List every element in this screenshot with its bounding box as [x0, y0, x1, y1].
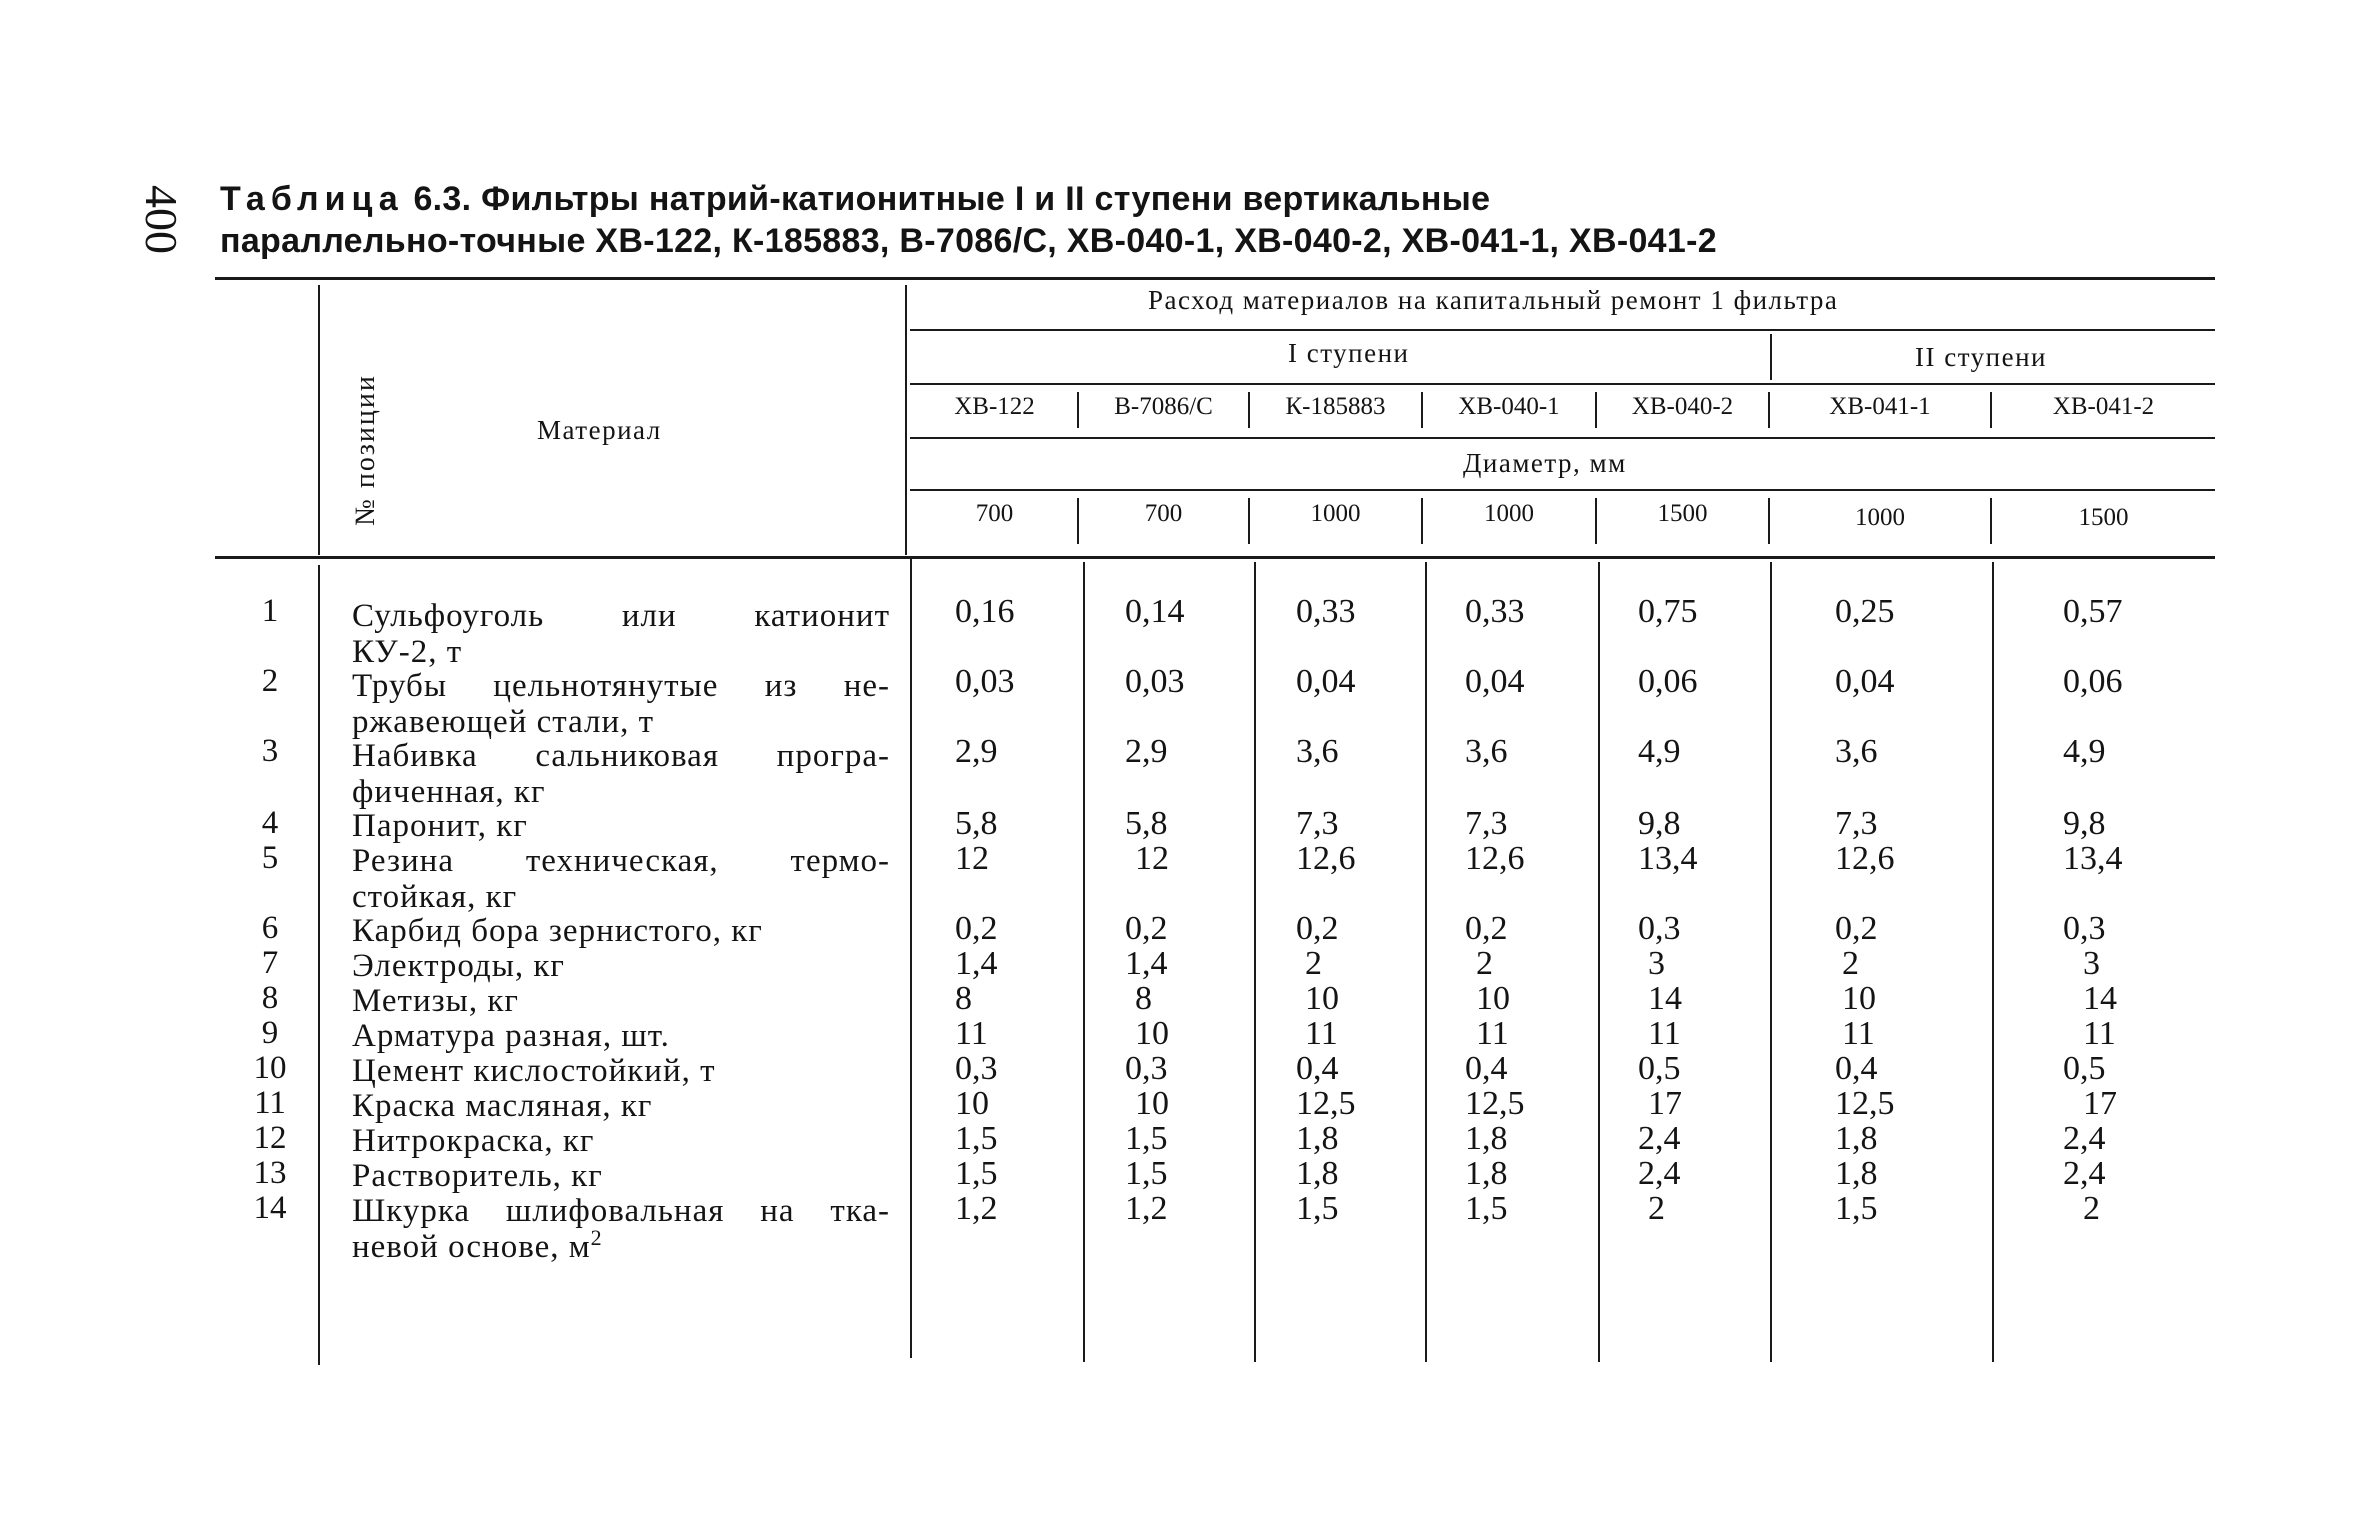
- diameter-value: 1000: [1310, 500, 1361, 527]
- material-name: [352, 983, 890, 1019]
- stage-2-header: II ступени: [1915, 342, 2047, 372]
- material-line: Набивка сальниковая програ-: [352, 738, 890, 774]
- material-line: КУ-2, т: [352, 634, 463, 670]
- position-number: 6: [261, 910, 279, 946]
- value-cell: 3: [1648, 945, 1665, 982]
- value-cell: 1,8: [1835, 1155, 1878, 1192]
- value-cell: 12,5: [1296, 1085, 1356, 1122]
- stage-1-header: I ступени: [1288, 338, 1410, 368]
- value-cell: 1,2: [955, 1190, 998, 1227]
- value-cell: 12,6: [1465, 840, 1525, 877]
- rule-under-stages: [910, 383, 2215, 385]
- position-number: 3: [261, 733, 279, 769]
- value-cell: 2: [1476, 945, 1493, 982]
- value-cell: 7,3: [1296, 805, 1339, 842]
- material-line: Карбид бора зернистого, кг: [352, 913, 763, 949]
- body-col-rule: [1425, 562, 1427, 1362]
- value-cell: 1,5: [955, 1155, 998, 1192]
- value-cell: 0,2: [1125, 910, 1168, 947]
- value-cell: 2: [1305, 945, 1322, 982]
- position-number: 10: [253, 1050, 287, 1086]
- model-name: ХВ-122: [954, 393, 1035, 420]
- col-rule-material-body: [910, 558, 912, 1358]
- value-cell: 12,5: [1465, 1085, 1525, 1122]
- material-name: [352, 948, 890, 984]
- material-line: Краска масляная, кг: [352, 1088, 653, 1124]
- value-cell: 1,8: [1465, 1120, 1508, 1157]
- value-cell: 1,5: [1125, 1155, 1168, 1192]
- diameter-value: 1000: [1484, 500, 1534, 527]
- value-cell: 9,8: [1638, 805, 1681, 842]
- material-name: [352, 913, 890, 949]
- value-cell: 2,4: [1638, 1120, 1681, 1157]
- value-cell: 11: [1305, 1015, 1338, 1052]
- rule-under-diameter-label: [910, 489, 2215, 491]
- material-line: Сульфоуголь или катионит: [352, 598, 890, 634]
- value-cell: 11: [1648, 1015, 1681, 1052]
- value-cell: 1,4: [1125, 945, 1168, 982]
- value-cell: 0,03: [1125, 663, 1185, 700]
- body-col-rule: [1083, 562, 1085, 1362]
- material-line: Резина техническая, термо-: [352, 843, 890, 879]
- col-rule-num-body: [318, 565, 320, 1365]
- model-name: ХВ-040-2: [1631, 393, 1734, 420]
- body-col-rule: [1770, 562, 1772, 1362]
- material-name: [352, 843, 890, 915]
- col-rule-material: [905, 285, 907, 555]
- value-cell: 0,2: [955, 910, 998, 947]
- header-bottom-rule: [215, 556, 2215, 559]
- rule-under-consumption: [910, 329, 2215, 331]
- value-cell: 12,6: [1296, 840, 1356, 877]
- value-cell: 5,8: [1125, 805, 1168, 842]
- value-cell: 11: [955, 1015, 988, 1052]
- value-cell: 0,4: [1835, 1050, 1878, 1087]
- position-number: 8: [261, 980, 279, 1016]
- title-line-1-text: 6.3. Фильтры натрий-катионитные I и II ступени вертикальные: [413, 180, 1491, 218]
- value-cell: 1,8: [1835, 1120, 1878, 1157]
- material-line: невой основе, $м^2$: [352, 1225, 603, 1265]
- value-cell: 1,5: [955, 1120, 998, 1157]
- value-cell: 5,8: [955, 805, 998, 842]
- diameter-value: 1500: [1657, 500, 1708, 527]
- position-number: 13: [253, 1155, 287, 1191]
- value-cell: 2: [2083, 1190, 2100, 1227]
- value-cell: 0,06: [2063, 663, 2123, 700]
- material-name: [352, 1018, 890, 1054]
- value-cell: 13,4: [1638, 840, 1698, 877]
- material-line: Шкурка шлифовальная на тка-: [352, 1193, 890, 1229]
- value-cell: 8: [1135, 980, 1152, 1017]
- value-cell: 10: [1476, 980, 1510, 1017]
- material-name: [352, 1158, 890, 1194]
- value-cell: 0,4: [1296, 1050, 1339, 1087]
- title-line-1: [220, 178, 2120, 220]
- value-cell: 0,2: [1835, 910, 1878, 947]
- value-cell: 7,3: [1465, 805, 1508, 842]
- col-rule-stage-split: [1770, 334, 1772, 380]
- position-number: 1: [261, 593, 279, 629]
- rule-under-models: [910, 437, 2215, 439]
- material-name: [352, 1088, 890, 1124]
- material-name: [352, 1193, 890, 1265]
- value-cell: 0,3: [2063, 910, 2106, 947]
- position-number: 12: [253, 1120, 287, 1156]
- value-cell: 0,4: [1465, 1050, 1508, 1087]
- material-line: стойкая, кг: [352, 879, 518, 915]
- position-number: 14: [253, 1190, 287, 1226]
- value-cell: 0,3: [1638, 910, 1681, 947]
- body-col-rule: [1598, 562, 1600, 1362]
- value-cell: 0,03: [955, 663, 1015, 700]
- material-line: Растворитель, кг: [352, 1158, 603, 1194]
- material-superscript: 2: [590, 1225, 603, 1250]
- value-cell: 0,57: [2063, 593, 2123, 630]
- value-cell: 10: [1135, 1085, 1169, 1122]
- value-cell: 1,5: [1125, 1120, 1168, 1157]
- position-number: 11: [254, 1085, 286, 1121]
- title-line-2: параллельно-точные ХВ-122, К-185883, В-7086/С, ХВ-040-1, ХВ-040-2, ХВ-041-1, ХВ-041-2: [220, 222, 1717, 260]
- value-cell: 0,3: [955, 1050, 998, 1087]
- diameter-value: 1000: [1855, 504, 1905, 531]
- position-number: 9: [261, 1015, 279, 1051]
- material-line: Арматура разная, шт.: [352, 1018, 670, 1054]
- value-cell: 2: [1842, 945, 1859, 982]
- model-name: ХВ-040-1: [1458, 393, 1560, 420]
- material-header: Материал: [537, 415, 662, 445]
- value-cell: 0,06: [1638, 663, 1698, 700]
- value-cell: 0,2: [1465, 910, 1508, 947]
- position-number-header: № позиции: [350, 374, 381, 526]
- page-number: 400: [136, 185, 187, 254]
- value-cell: 11: [1842, 1015, 1875, 1052]
- value-cell: 4,9: [2063, 733, 2106, 770]
- table-top-rule: [215, 277, 2215, 280]
- material-name: [352, 598, 890, 670]
- value-cell: 1,2: [1125, 1190, 1168, 1227]
- position-number: 2: [261, 663, 279, 699]
- value-cell: 1,8: [1296, 1155, 1339, 1192]
- position-number: 5: [261, 840, 279, 876]
- body-col-rule: [1992, 562, 1994, 1362]
- value-cell: 3,6: [1835, 733, 1878, 770]
- value-cell: 8: [955, 980, 972, 1017]
- material-line: ржавеющей стали, т: [352, 704, 655, 740]
- value-cell: 17: [1648, 1085, 1682, 1122]
- value-cell: 10: [1842, 980, 1876, 1017]
- value-cell: 1,8: [1296, 1120, 1339, 1157]
- value-cell: 11: [2083, 1015, 2116, 1052]
- material-name: [352, 668, 890, 740]
- value-cell: 10: [1135, 1015, 1169, 1052]
- value-cell: 17: [2083, 1085, 2117, 1122]
- value-cell: 7,3: [1835, 805, 1878, 842]
- value-cell: 3,6: [1296, 733, 1339, 770]
- value-cell: 4,9: [1638, 733, 1681, 770]
- material-name: [352, 1123, 890, 1159]
- material-line: Нитрокраска, кг: [352, 1123, 595, 1159]
- value-cell: 0,33: [1465, 593, 1525, 630]
- value-cell: 0,3: [1125, 1050, 1168, 1087]
- value-cell: 0,25: [1835, 593, 1895, 630]
- material-line: фиченная, кг: [352, 774, 546, 810]
- table-title: [220, 178, 2120, 262]
- value-cell: 1,5: [1465, 1190, 1508, 1227]
- value-cell: 14: [1648, 980, 1682, 1017]
- diameter-value: 1500: [2078, 504, 2129, 531]
- value-cell: 3: [2083, 945, 2100, 982]
- value-cell: 1,8: [1465, 1155, 1508, 1192]
- value-cell: 0,04: [1465, 663, 1525, 700]
- model-name: ХВ-041-2: [2052, 393, 2155, 420]
- model-name: ХВ-041-1: [1829, 393, 1931, 420]
- value-cell: 0,33: [1296, 593, 1356, 630]
- value-cell: 0,14: [1125, 593, 1185, 630]
- value-cell: 12: [1135, 840, 1169, 877]
- value-cell: 0,5: [1638, 1050, 1681, 1087]
- material-line: Трубы цельнотянутые из не-: [352, 668, 890, 704]
- value-cell: 2: [1648, 1190, 1665, 1227]
- position-number: 7: [261, 945, 279, 981]
- position-number: 4: [261, 805, 279, 841]
- material-line: Цемент кислостойкий, т: [352, 1053, 716, 1089]
- value-cell: 2,9: [955, 733, 998, 770]
- value-cell: 12: [955, 840, 989, 877]
- value-cell: 11: [1476, 1015, 1509, 1052]
- model-name: В-7086/С: [1114, 393, 1213, 420]
- material-line: Паронит, кг: [352, 808, 528, 844]
- value-cell: 0,75: [1638, 593, 1698, 630]
- material-name: [352, 1053, 890, 1089]
- value-cell: 2,4: [1638, 1155, 1681, 1192]
- material-line: Метизы, кг: [352, 983, 519, 1019]
- value-cell: 12,6: [1835, 840, 1895, 877]
- value-cell: 12,5: [1835, 1085, 1895, 1122]
- body-col-rule: [1254, 562, 1256, 1362]
- value-cell: 0,16: [955, 593, 1015, 630]
- consumption-header: Расход материалов на капитальный ремонт 1 фильтра: [1148, 285, 1839, 315]
- value-cell: 1,5: [1835, 1190, 1878, 1227]
- value-cell: 0,04: [1835, 663, 1895, 700]
- value-cell: 0,5: [2063, 1050, 2106, 1087]
- value-cell: 1,4: [955, 945, 998, 982]
- title-label: Таблица: [220, 180, 404, 218]
- value-cell: 0,2: [1296, 910, 1339, 947]
- value-cell: 2,4: [2063, 1155, 2106, 1192]
- col-rule-num: [318, 285, 320, 555]
- value-cell: 10: [955, 1085, 989, 1122]
- material-name: [352, 738, 890, 810]
- value-cell: 10: [1305, 980, 1339, 1017]
- diameter-value: 700: [975, 500, 1014, 527]
- value-cell: 2,9: [1125, 733, 1168, 770]
- material-line: Электроды, кг: [352, 948, 565, 984]
- value-cell: 2,4: [2063, 1120, 2106, 1157]
- value-cell: 0,04: [1296, 663, 1356, 700]
- diameter-header: Диаметр, мм: [1463, 448, 1627, 478]
- material-name: [352, 808, 890, 844]
- value-cell: 3,6: [1465, 733, 1508, 770]
- diameter-value: 700: [1144, 500, 1183, 527]
- value-cell: 14: [2083, 980, 2117, 1017]
- model-name: К-185883: [1285, 393, 1386, 420]
- value-cell: 13,4: [2063, 840, 2123, 877]
- value-cell: 1,5: [1296, 1190, 1339, 1227]
- value-cell: 9,8: [2063, 805, 2106, 842]
